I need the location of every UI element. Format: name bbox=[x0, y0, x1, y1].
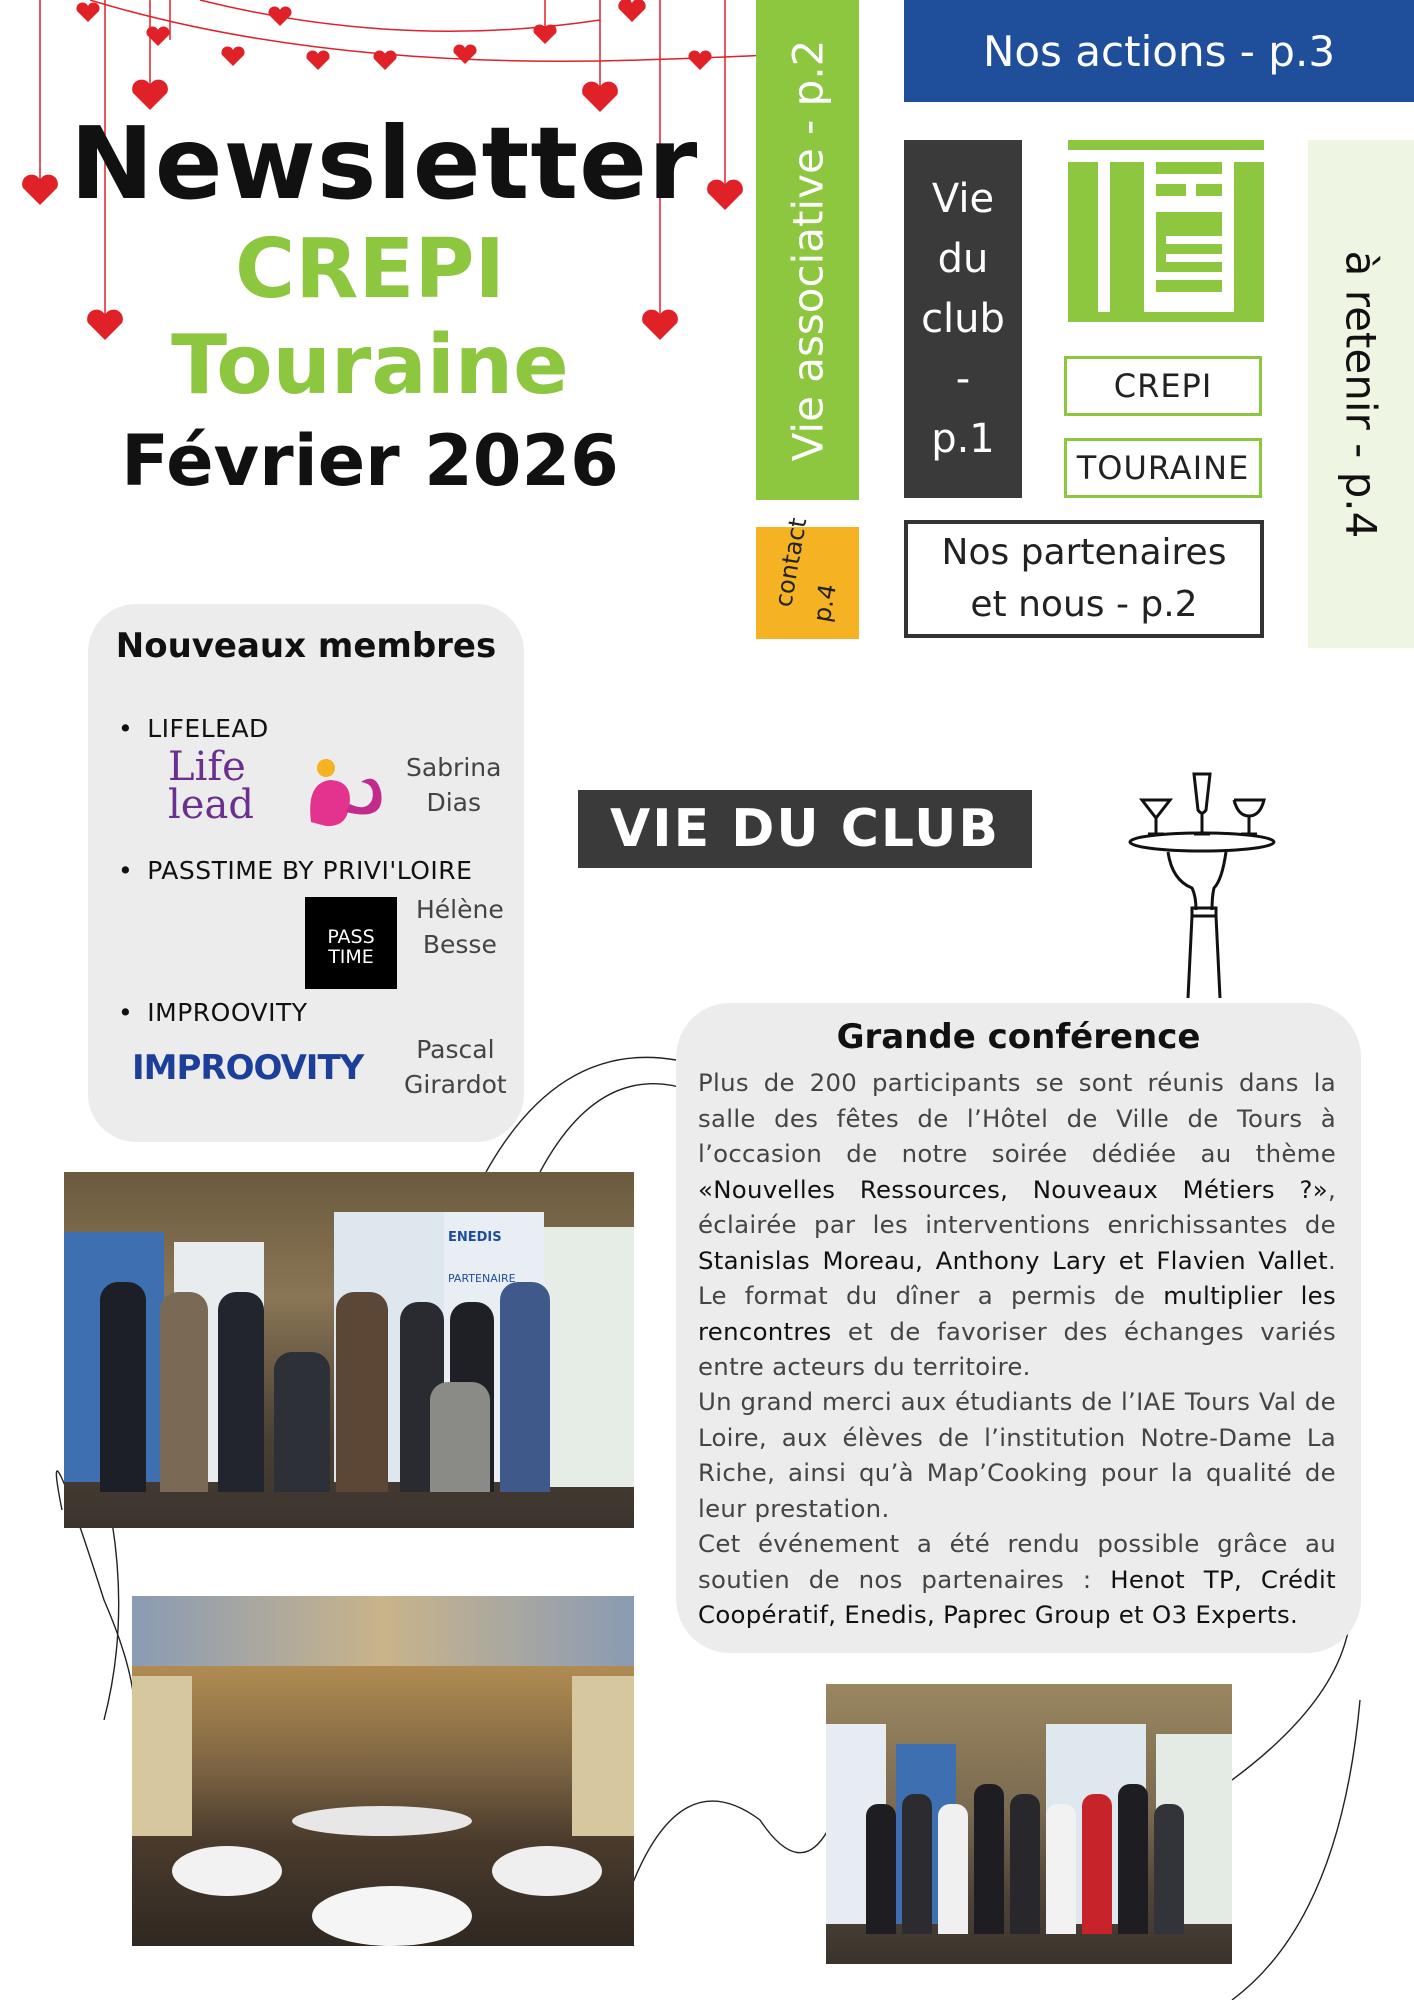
conference-paragraph-3: Cet événement a été rendu possible grâce au soutien de nos partenaires : Henot TP, Crédit Coopératif, Enedis, Paprec Group et O3 Experts. bbox=[698, 1529, 1336, 1629]
member-lifelead-name: • LIFELEAD bbox=[118, 714, 269, 743]
conference-title: Grande conférence bbox=[836, 1017, 1201, 1057]
logo-crepi-tag: CREPI bbox=[1064, 356, 1262, 416]
member-improovity-person: Pascal Girardot bbox=[404, 1035, 507, 1099]
nav-a-retenir-label: à retenir - p.4 bbox=[1336, 250, 1386, 538]
member-improovity-name: • IMPROOVITY bbox=[118, 998, 308, 1027]
crepi-logo-icon bbox=[1068, 140, 1264, 322]
newsletter-title: Newsletter bbox=[70, 105, 699, 222]
nav-nos-actions[interactable]: Nos actions - p.3 bbox=[904, 0, 1414, 102]
section-title: VIE DU CLUB bbox=[578, 790, 1032, 868]
banner-enedis-label: ENEDIS bbox=[448, 1230, 502, 1245]
nav-contact[interactable] bbox=[756, 516, 859, 639]
nav-vie-associative[interactable] bbox=[756, 0, 859, 500]
passtime-logo: PASS TIME bbox=[305, 897, 397, 989]
nav-a-retenir[interactable] bbox=[1308, 140, 1414, 648]
logo-touraine-tag: TOURAINE bbox=[1064, 438, 1262, 498]
nav-nos-partenaires[interactable] bbox=[904, 520, 1264, 638]
nav-partenaires-line: Nos partenaires bbox=[941, 531, 1227, 573]
issue-date: Février 2026 bbox=[121, 420, 619, 502]
nav-partenaires-line: et nous - p.2 bbox=[970, 584, 1198, 625]
nav-contact-label: contact p.4 bbox=[768, 516, 842, 625]
monkey-icon bbox=[286, 752, 396, 832]
lifelead-logo: Life lead bbox=[168, 744, 398, 834]
group-photo-1 bbox=[64, 1172, 634, 1528]
nav-vie-du-club-line: - bbox=[955, 356, 971, 402]
conference-paragraph-1: Plus de 200 participants se sont réunis dans la salle des fêtes de l’Hôtel de Ville de Tours à l’occasion de notre soirée dédiée au thème «Nouvelles Ressources, Nouveaux Métiers ?», éclairée par les interventions enrichissantes de Stanislas Moreau, Anthony Lary et Flavien Vallet. Le format du dîner a permis de multiplier les rencontres et de favoriser des échanges variés entre acteurs du territoire. bbox=[698, 1068, 1336, 1381]
banner-partenaire-label: PARTENAIRE bbox=[448, 1272, 516, 1285]
member-passtime-name: • PASSTIME BY PRIVI'LOIRE bbox=[118, 856, 472, 885]
new-members-title: Nouveaux membres bbox=[115, 626, 497, 666]
member-passtime-person: Hélène Besse bbox=[416, 895, 504, 959]
banquet-hall-photo bbox=[132, 1596, 634, 1946]
crepi-title: CREPI bbox=[235, 222, 505, 317]
touraine-title: Touraine bbox=[171, 318, 569, 413]
nav-vie-du-club-line: du bbox=[937, 236, 989, 282]
improovity-logo: IMPROOVITY bbox=[132, 1048, 364, 1088]
nav-vie-du-club-line: club bbox=[921, 296, 1005, 342]
conference-paragraph-2: Un grand merci aux étudiants de l’IAE Tours Val de Loire, aux élèves de l’institution Notre-Dame La Riche, ainsi qu’à Map’Cooking pour la qualité de leur prestation. bbox=[698, 1387, 1336, 1523]
nav-vie-du-club[interactable] bbox=[904, 140, 1022, 498]
member-lifelead-person: Sabrina Dias bbox=[406, 753, 502, 817]
nav-vie-du-club-line: p.1 bbox=[931, 416, 995, 462]
nav-vie-du-club-line: Vie bbox=[931, 176, 995, 222]
waiter-tray-icon bbox=[1122, 770, 1282, 1002]
group-photo-2 bbox=[826, 1684, 1232, 1964]
nav-vie-associative-label: Vie associative - p.2 bbox=[783, 39, 833, 461]
conference-panel bbox=[676, 1003, 1361, 1653]
